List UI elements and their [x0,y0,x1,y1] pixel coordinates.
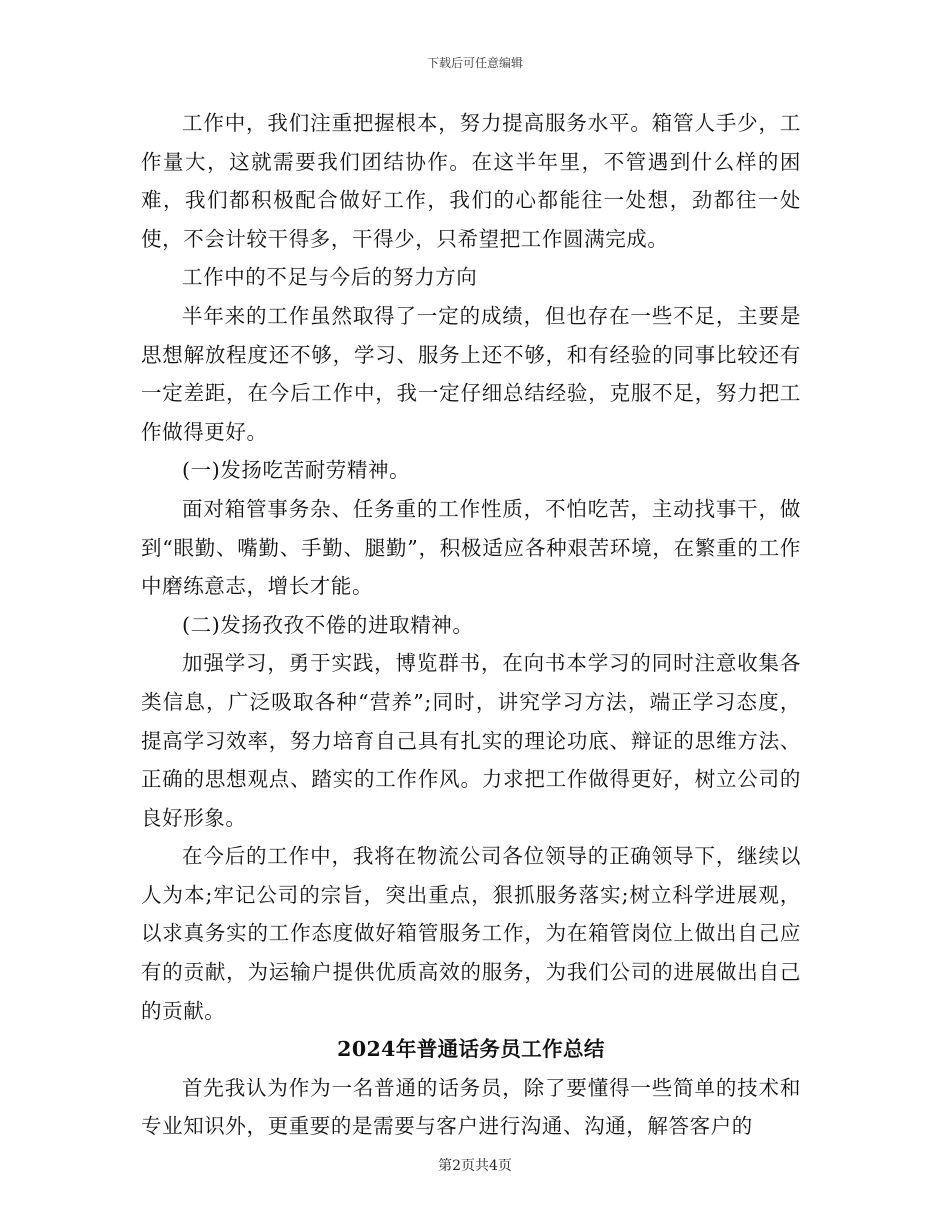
page-number: 第2页共4页 [438,1158,512,1174]
paragraph-point-one: (一)发扬吃苦耐劳精神。 [182,458,411,483]
section-title: 2024年普通话务员工作总结 [337,1037,605,1062]
page-header: 下载后可任意编辑 [426,56,523,70]
paragraph-teamwork: 工作中，我们注重把握根本，努力提高服务水平。箱管人手少，工作量大，这就需要我们团结协作。在这半年里，不管遇到什么样的困难，我们都积极配合做好工作，我们的心都能往一处想，劲都往一处使，不会计较干得多，干得少，只希望把工作圆满完成。 [141,111,801,251]
paragraph-point-two: (二)发扬孜孜不倦的进取精神。 [182,612,474,637]
paragraph-future: 在今后的工作中，我将在物流公司各位领导的正确领导下，继续以人为本;牢记公司的宗旨，突出重点，狠抓服务落实;树立科学进展观，以求真务实的工作态度做好箱管服务工作，为在箱管岗位上做出自己应有的贡献，为运输户提供优质高效的服务，为我们公司的进展做出自己的贡献。 [141,844,801,1023]
paragraph-shortcomings: 半年来的工作虽然取得了一定的成绩，但也存在一些不足，主要是思想解放程度还不够，学习、服务上还不够，和有经验的同事比较还有一定差距，在今后工作中，我一定仔细总结经验，克服不足，努力把工作做得更好。 [141,303,801,444]
document-body [141,104,801,1146]
paragraph-study: 加强学习，勇于实践，博览群书，在向书本学习的同时注意收集各类信息，广泛吸取各种“营养”;同时，讲究学习方法，端正学习态度，提高学习效率，努力培育自己具有扎实的理论功底、辩证的思维方法、正确的思想观点、踏实的工作作风。力求把工作做得更好，树立公司的良好形象。 [141,651,801,830]
paragraph-hardwork: 面对箱管事务杂、任务重的工作性质，不怕吃苦，主动找事干，做到“眼勤、嘴勤、手勤、腿勤”，积极适应各种艰苦环境，在繁重的工作中磨练意志，增长才能。 [141,496,801,599]
paragraph-operator-intro: 首先我认为作为一名普通的话务员，除了要懂得一些简单的技术和专业知识外，更重要的是需要与客户进行沟通、沟通，解答客户的 [141,1075,801,1139]
paragraph-shortcomings-heading: 工作中的不足与今后的努力方向 [182,265,478,290]
